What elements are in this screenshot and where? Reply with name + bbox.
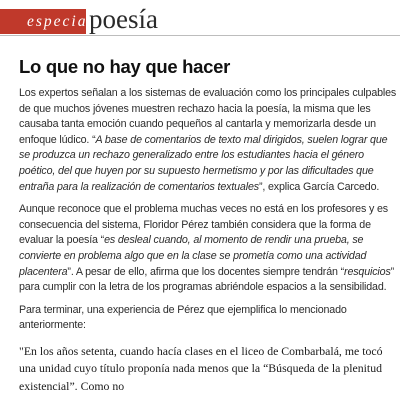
article-body xyxy=(19,86,397,402)
paragraph-1 xyxy=(19,86,397,195)
paragraph-2-text-b: ”. A pesar de ello, afirma que los docentes siempre tendrán “ xyxy=(67,265,345,278)
section-title: poesía xyxy=(89,4,158,34)
section-label: especial xyxy=(27,13,94,30)
paragraph-2-quote-b: resquicios xyxy=(344,265,391,278)
paragraph-2 xyxy=(19,202,397,296)
paragraph-3: Para terminar, una experiencia de Pérez que ejemplifica lo mencionado anteriormente: xyxy=(19,303,347,332)
paragraph-1-attribution: ”, explica García Carcedo. xyxy=(258,180,380,193)
section-header xyxy=(0,0,400,38)
paragraph-2-text-c: ” para cumplir con la letra de los programas abriéndole espacios a la sensibilidad. xyxy=(19,265,395,294)
paragraph-2-text: Aunque reconoce que el problema muchas veces no está en los profesores y es consecuencia del sistema, Floridor Pérez también considera que la forma de evaluar la poesía “ xyxy=(19,203,388,247)
article-title: Lo que no hay que hacer xyxy=(19,56,231,77)
paragraph-1-quote: A base de comentarios de texto mal dirigidos, suelen lograr que se produzca un rechazo generalizado entre los estudiantes hacia el género poético, del que huyen por su supuesto hermetismo y por las dificultades que entraña para la realización de comentarios textuales xyxy=(19,133,388,193)
header-divider xyxy=(0,35,400,36)
paragraph-2-quote: es desleal cuando, al momento de rendir una prueba, se convierte en problema algo que en la clase se prometía como una actividad placentera xyxy=(19,234,367,278)
paragraph-1-text: Los expertos señalan a los sistemas de evaluación como los principales culpables de que muchos jóvenes muestren rechazo hacia la poesía, la misma que les causaba tanta emoción cuando pequeños al cantarla y memorizarla desde un enfoque lúdico. “ xyxy=(19,87,397,146)
block-quote: "En los años setenta, cuando hacía clases en el liceo de Combarbalá, me tocó una unidad cuyo título proponía nada menos que la “Búsqueda de la plenitud existencial”. Como no xyxy=(19,343,383,393)
